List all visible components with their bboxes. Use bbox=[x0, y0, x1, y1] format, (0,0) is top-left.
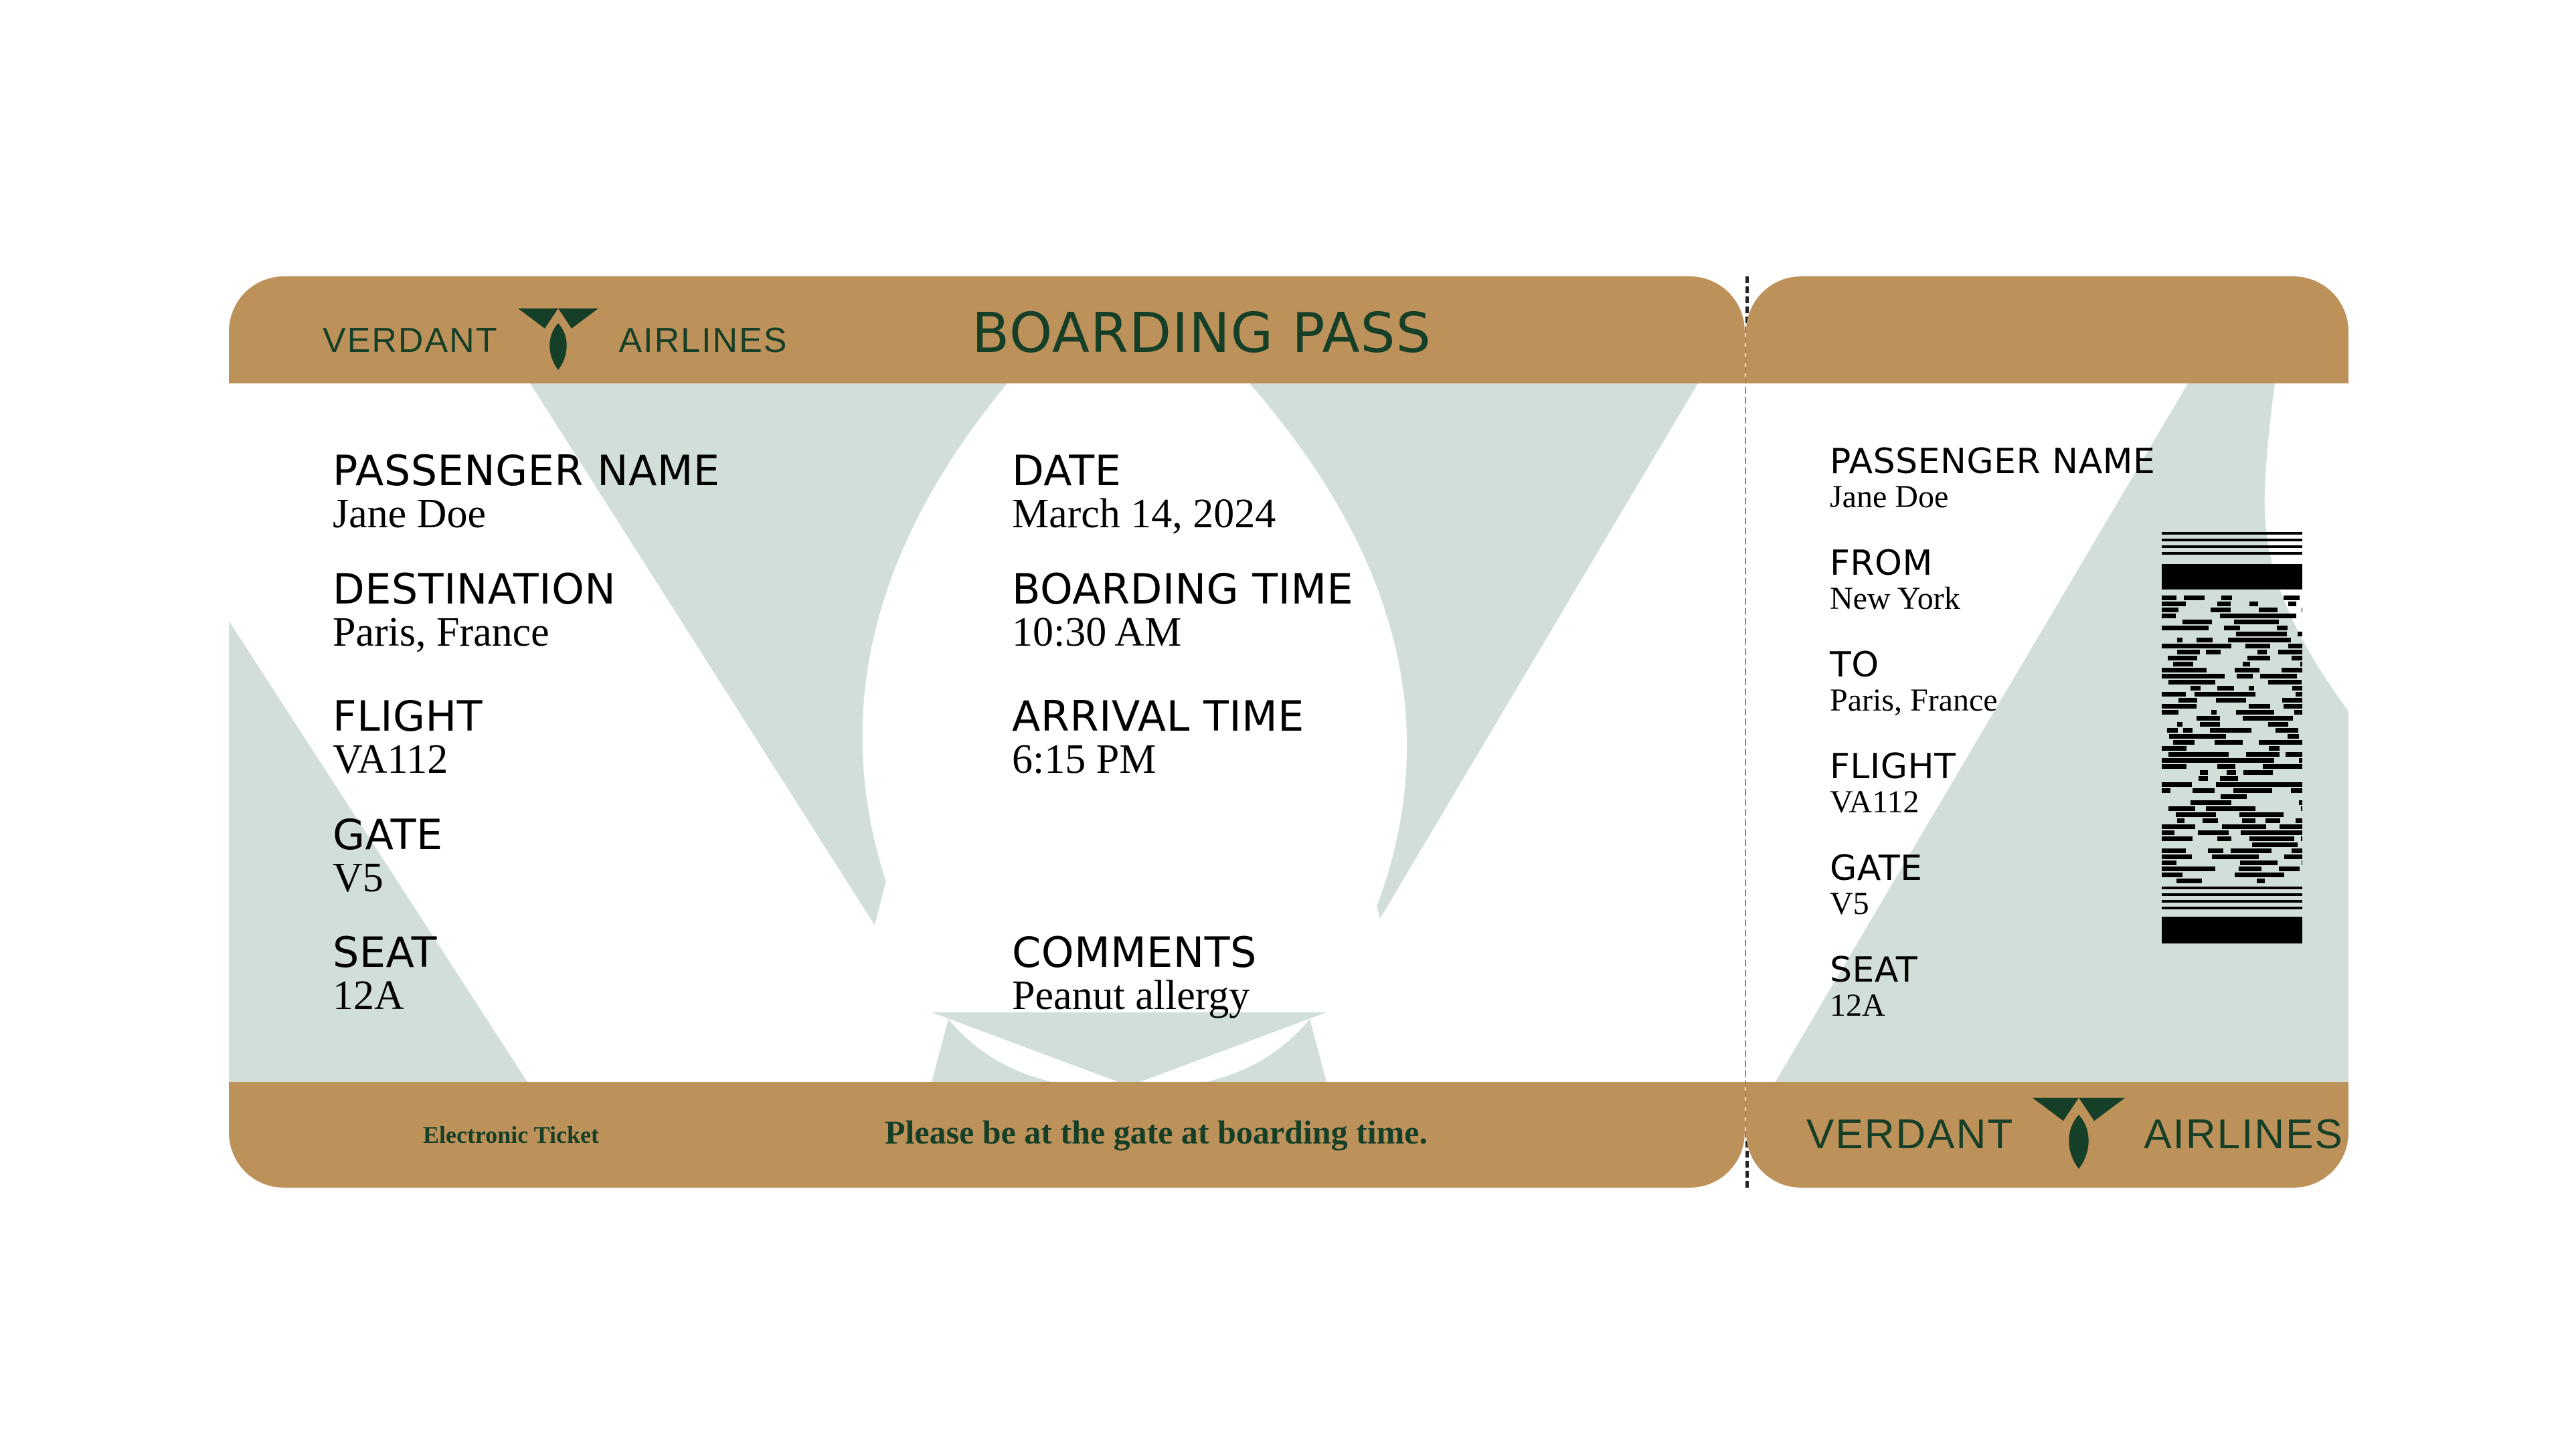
field-flight bbox=[333, 692, 483, 783]
value-gate: V5 bbox=[333, 855, 383, 901]
field-gate bbox=[333, 810, 443, 901]
stub-value-passenger-name: Jane Doe bbox=[1830, 478, 1949, 515]
value-arrival-time: 6:15 PM bbox=[1012, 737, 1156, 783]
stub-value-gate: V5 bbox=[1830, 885, 1869, 921]
field-date bbox=[1012, 446, 1276, 537]
boarding-pass-title: BOARDING PASS bbox=[972, 302, 1432, 365]
stub-field-to bbox=[1830, 647, 1998, 717]
label-flight: FLIGHT bbox=[333, 692, 483, 741]
field-seat bbox=[333, 928, 438, 1019]
verdant-v-leaf-icon bbox=[515, 308, 602, 372]
brand-name-left: VERDANT bbox=[323, 321, 499, 360]
label-seat: SEAT bbox=[333, 928, 438, 977]
stub-label-seat: SEAT bbox=[1830, 950, 1918, 990]
stub-field-gate bbox=[1830, 850, 1922, 921]
stub-field-seat bbox=[1830, 952, 1917, 1022]
label-date: DATE bbox=[1012, 446, 1122, 495]
stub-field-from bbox=[1830, 545, 1960, 616]
label-comments: COMMENTS bbox=[1012, 928, 1257, 977]
value-boarding-time: 10:30 AM bbox=[1012, 610, 1182, 656]
value-destination: Paris, France bbox=[333, 610, 549, 656]
stub-value-from: New York bbox=[1830, 580, 1960, 616]
stub-value-seat: 12A bbox=[1830, 987, 1885, 1023]
value-passenger-name: Jane Doe bbox=[333, 491, 486, 537]
label-boarding-time: BOARDING TIME bbox=[1012, 565, 1354, 614]
boarding-pass-main bbox=[229, 276, 1745, 1188]
stub-label-passenger-name: PASSENGER NAME bbox=[1830, 442, 2156, 482]
label-gate: GATE bbox=[333, 810, 443, 859]
stub-brand-name-left: VERDANT bbox=[1806, 1111, 2015, 1158]
stub-field-flight bbox=[1830, 749, 1956, 819]
brand-name-right: AIRLINES bbox=[618, 321, 788, 360]
field-comments bbox=[1012, 928, 1257, 1019]
value-flight: VA112 bbox=[333, 737, 448, 783]
barcode-image bbox=[2162, 532, 2302, 943]
field-boarding-time bbox=[1012, 567, 1353, 654]
verdant-v-leaf-icon bbox=[2029, 1096, 2129, 1173]
stub-value-to: Paris, France bbox=[1830, 682, 1998, 718]
value-comments: Peanut allergy bbox=[1012, 973, 1250, 1019]
stub-label-from: FROM bbox=[1830, 543, 1933, 583]
label-destination: DESTINATION bbox=[333, 565, 616, 614]
label-passenger-name: PASSENGER NAME bbox=[333, 446, 720, 495]
stub-value-flight: VA112 bbox=[1830, 784, 1919, 820]
stub-label-gate: GATE bbox=[1830, 848, 1923, 889]
field-passenger-name bbox=[333, 446, 720, 537]
field-arrival-time bbox=[1012, 692, 1304, 783]
stub-field-passenger-name bbox=[1830, 444, 2155, 514]
electronic-ticket-label: Electronic Ticket bbox=[423, 1121, 599, 1148]
stub-label-to: TO bbox=[1830, 645, 1879, 685]
airline-brand-stub-footer bbox=[1806, 1096, 2344, 1173]
airline-brand-header bbox=[323, 308, 788, 372]
stub-brand-name-right: AIRLINES bbox=[2144, 1111, 2344, 1158]
stub-label-flight: FLIGHT bbox=[1830, 747, 1956, 787]
gate-notice: Please be at the gate at boarding time. bbox=[885, 1113, 1428, 1151]
field-destination bbox=[333, 567, 616, 654]
label-arrival-time: ARRIVAL TIME bbox=[1012, 692, 1304, 741]
value-date: March 14, 2024 bbox=[1012, 491, 1276, 537]
value-seat: 12A bbox=[333, 973, 404, 1019]
stub-header-band bbox=[1746, 276, 2348, 383]
